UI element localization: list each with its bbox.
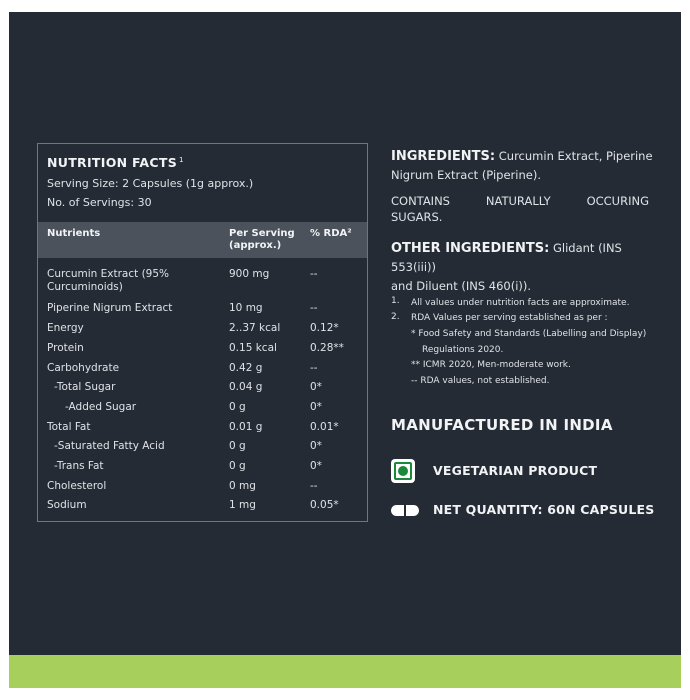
note-2c: -- RDA values, not established.	[411, 376, 550, 386]
manufactured-heading: MANUFACTURED IN INDIA	[391, 416, 613, 434]
note-number-1: 1.	[391, 296, 400, 306]
header-per-serving: Per Serving	[229, 228, 295, 239]
vegetarian-icon	[391, 459, 415, 483]
vegetarian-label: VEGETARIAN PRODUCT	[433, 463, 598, 478]
other-ingredients-block	[391, 239, 659, 296]
other-ingredients-text-1: Glidant (INS 553(iii))	[391, 241, 622, 274]
note-2a: * Food Safety and Standards (Labelling and Display)	[411, 329, 647, 339]
note-number-2: 2.	[391, 312, 400, 322]
footnotes	[391, 294, 659, 394]
ingredients-text-2: Nigrum Extract (Piperine).	[391, 168, 541, 182]
ingredients-text-1: Curcumin Extract, Piperine	[498, 149, 653, 163]
other-ingredients-label: OTHER INGREDIENTS:	[391, 241, 550, 256]
note-2b: ** ICMR 2020, Men-moderate work.	[411, 360, 571, 370]
contains-line-1: CONTAINS NATURALLY OCCURING	[391, 194, 649, 208]
nutrition-title: NUTRITION FACTS $^1$	[47, 155, 184, 170]
other-ingredients-text-2: and Diluent (INS 460(i)).	[391, 279, 532, 293]
bottom-accent-bar	[9, 655, 681, 688]
note-1: All values under nutrition facts are approximate.	[411, 298, 630, 308]
header-rda: % RDA²	[310, 228, 352, 239]
note-2a-cont: Regulations 2020.	[422, 345, 504, 355]
net-quantity-label: NET QUANTITY: 60N CAPSULES	[433, 502, 655, 517]
ingredients-label: INGREDIENTS:	[391, 149, 496, 164]
serving-size: Serving Size: 2 Capsules (1g approx.)	[47, 177, 254, 190]
contains-line-2: SUGARS.	[391, 210, 443, 224]
ingredients-block	[391, 147, 659, 185]
capsule-icon	[391, 505, 419, 516]
servings-count: No. of Servings: 30	[47, 196, 152, 209]
note-2: RDA Values per serving established as per :	[411, 313, 608, 323]
header-per-serving-sub: (approx.)	[229, 240, 282, 251]
nutrition-facts-table: NUTRITION FACTS $^1$ Serving Size: 2 Capsules (1g approx.) No. of Servings: 30 Nutrients Per Serving (approx.) % RDA² Curcumin Extract (95% Curcuminoids) 900 mg -- Piperine Nigrum Extract 10 mg -- Energy 2..37 kcal 0.12* Protein 0.15 kcal 0.28** Carbohydrate 0.42 g -- -Total Sugar 0.04 g 0* -Added Sugar 0 g 0* Total Fat 0.01 g 0.01* -Saturated Fatty Acid 0 g 0* -Trans Fat 0 g 0* Cholesterol 0 mg -- Sodium 1 mg 0.05*	[37, 143, 368, 522]
table-header	[38, 222, 367, 258]
header-nutrients: Nutrients	[47, 228, 101, 239]
